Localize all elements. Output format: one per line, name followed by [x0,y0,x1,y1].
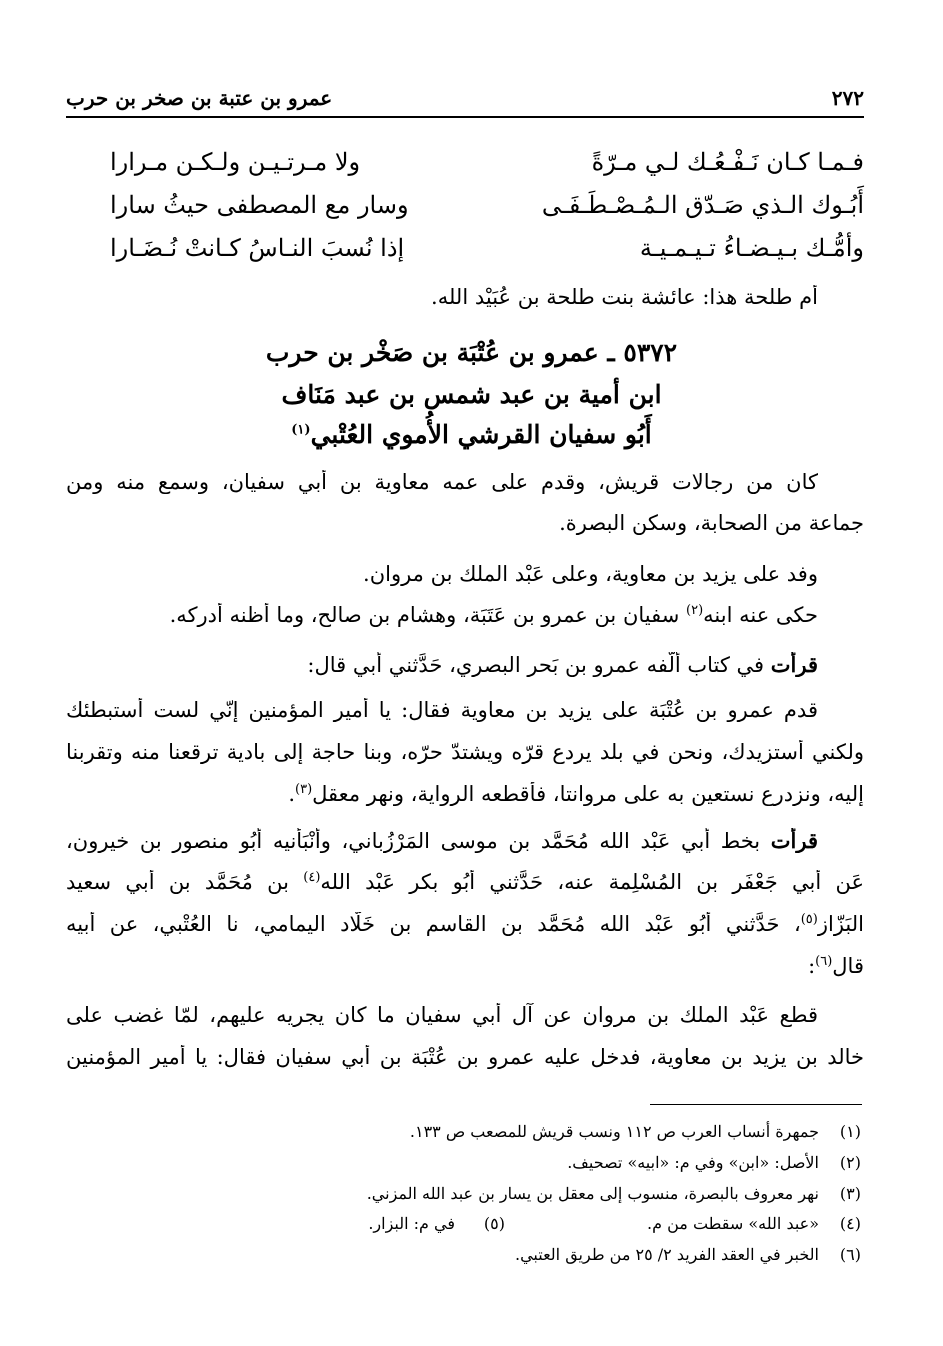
paragraph-line [66,954,864,978]
paragraph-line: وفد على يزيد بن معاوية، وعلى عَبْد الملك بن مروان. [363,562,818,586]
paragraph-line [66,828,864,853]
paragraph-line: جماعة من الصحابة، وسكن البصرة. [559,511,864,535]
verse-second-half: ولا مـرتـيـن ولـكـن مـرارا [110,148,361,176]
poem-verse [66,148,864,191]
paragraph-line [66,912,864,936]
paragraph-line [66,652,864,677]
text-run: بن مُحَمَّد بن أَبي سعيد [66,870,304,894]
text-run: بخط أَبي عَبْد الله مُحَمَّد بن موسى المَرْزُباني، وأَنْبَأنيه أَبُو منصور بن خيرون، [66,829,771,853]
entry-title: ٥٣٧٢ ـ عمرو بن عُتْبَة بن صَخْر بن حرب [265,338,678,367]
footnote-ref: (٥) [800,912,818,927]
text-run: ، حَدَّثني أَبُو عَبْد الله مُحَمَّد بن القاسم بن خَلّاد اليمامي، نا العُتْبي، عن أَبيه [66,912,801,936]
page-header [66,82,864,118]
qaraat-keyword: قرأت [770,828,818,853]
footnote-ref: (١) [291,422,311,438]
paragraph-line: خالد بن يزيد بن معاوية، فدخل عليه عمرو بن عُتْبَة بن أَبي سفيان فقال: يا أمير المؤمنين [66,1045,864,1069]
footnote-text: «عبد الله» سقطت من م. [647,1214,819,1233]
footnote-text: نهر معروف بالبصرة، منسوب إلى معقل بن يسار بن عبد الله المزني. [366,1184,819,1203]
poem-verse [66,191,864,234]
text-run: سفيان بن عمرو بن عَتَبَة، وهشام بن صالح، وما أظنه أدركه. [169,603,687,627]
text-run: . [288,782,296,806]
text-run: البَزّاز [817,912,864,936]
text-run: قال [832,954,864,978]
text-run: في كتاب أَلّفه عمرو بن بَحر البصري، حَدَّثني أَبي قال: [307,653,771,677]
qaraat-keyword: قرأت [770,652,818,677]
footnote-text: في م: البزار. [368,1214,455,1233]
text-run: إليه، ونزدرع نستعين به على مروانتا، فأقطعه الرواية، ونهر معقل [312,782,864,806]
entry-kunya-text: أَبُو سفيان القرشي الأُموي العُتْبي [310,420,652,449]
verse-first-half: فـمـا كـان نَـفْـعُـك لـي مـرّةً [591,148,864,176]
entry-kunya [0,420,943,449]
footnote-ref: (٦) [815,954,833,969]
footnote-ref: (٢) [686,603,704,618]
paragraph-line [66,782,864,806]
footnote-text: جمهرة أنساب العرب ص ١١٢ ونسب قريش للمصعب ص ١٣٣. [409,1122,819,1141]
footnote-ref: (٣) [295,782,313,797]
footnote-separator [650,1104,862,1105]
verse-second-half: وسار مع المصطفى حيثُ سارا [110,191,409,219]
running-title: عمرو بن عتبة بن صخر بن حرب [66,86,333,110]
text-run: عَن أَبي جَعْفَر بن المُسْلِمة عنه، حَدَّثني أَبُو بكر عَبْد الله [320,870,864,894]
page-number: ٢٧٢ [831,86,864,110]
footnote-number: (٦) [839,1245,861,1264]
paragraph-line: قطع عَبْد الملك بن مروان عن آل أَبي سفيان ما كان يجريه عليهم، لمّا غضب على [66,1003,818,1027]
footnote-text: الأصل: «ابن» وفي م: «ابيه» تصحيف. [567,1153,819,1172]
poem [66,148,864,280]
footnote-number: (١) [839,1122,861,1141]
paragraph-line [66,603,864,627]
paragraph-line: قدم عمرو بن عُتْبَة على يزيد بن معاوية فقال: يا أمير المؤمنين إنّي لست أستبطئك [66,698,818,722]
verse-first-half: وأمُّـك بـيـضـاءُ تـيـمـيـة [639,234,864,262]
footnote-number: (٢) [839,1153,861,1172]
footnote-text: الخبر في العقد الفريد ٢/ ٢٥ من طريق العتبي. [514,1245,819,1264]
paragraph-line [66,870,864,894]
text-run: : [808,954,816,978]
poem-verse [66,234,864,277]
poem-note: أم طلحة هذا: عائشة بنت طلحة بن عُبَيْد الله. [431,285,818,309]
entry-lineage-text: ابن أمية بن عبد شمس بن عبد مَنَاف [281,380,662,409]
text-run: حكى عنه ابنه [703,603,818,627]
verse-first-half: أَبُـوك الـذي صَـدّق الـمُـصْـطَـفَـى [541,191,864,219]
paragraph-line: ولكني أستزيدك، ونحن في بلد يردع قرّه ويشتدّ حرّه، وبنا حاجة إلى بادية ترقعنا منه وتقربنا [66,740,864,764]
footnote-ref: (٤) [303,870,321,885]
verse-second-half: إذا نُسبَ النـاسُ كـانتْ نُـضَـارا [110,234,405,262]
entry-lineage [0,380,943,409]
footnote-number: (٤) [839,1214,861,1233]
footnote-number: (٥) [483,1214,505,1233]
paragraph-line: كان من رجالات قريش، وقدم على عمه معاوية بن أبي سفيان، وسمع منه ومن [66,470,818,494]
footnote-number: (٣) [839,1184,861,1203]
